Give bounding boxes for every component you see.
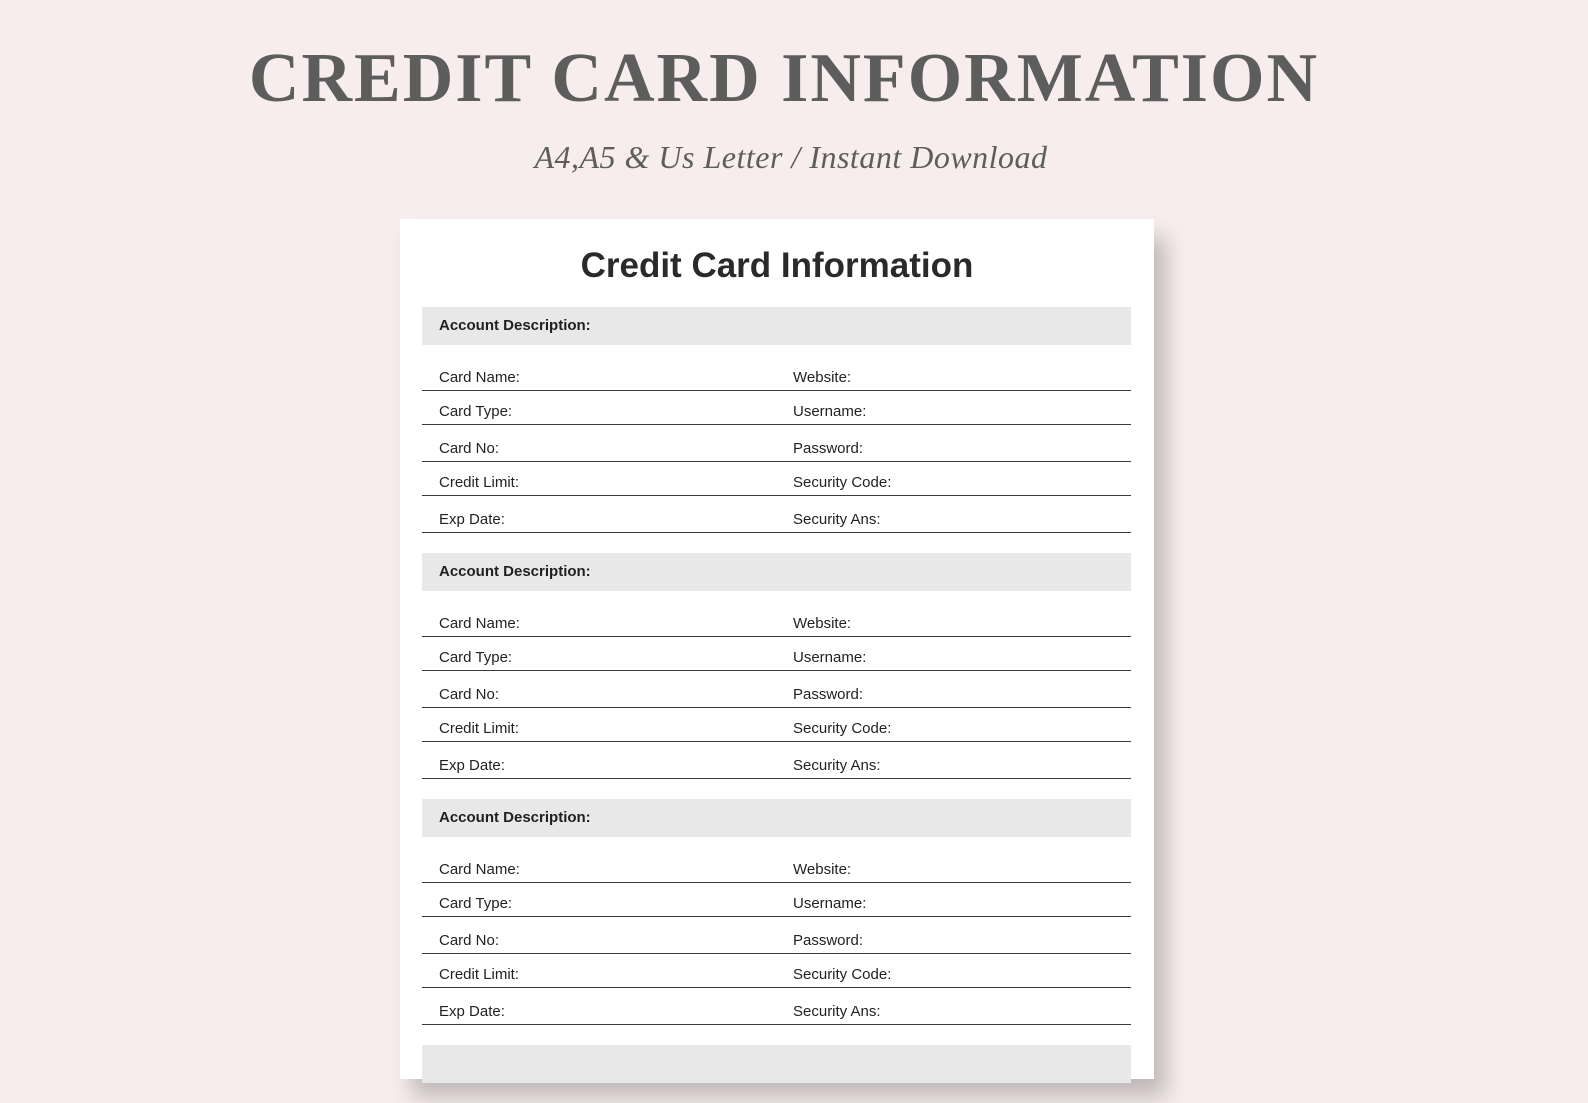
field-label-right: Security Ans:	[793, 1003, 881, 1020]
field-label-right: Security Ans:	[793, 511, 881, 528]
field-label-right: Password:	[793, 932, 864, 949]
field-label-left: Exp Date:	[439, 757, 505, 774]
account-section	[422, 307, 1131, 533]
field-row[interactable]	[422, 637, 1131, 671]
field-row[interactable]	[422, 988, 1131, 1025]
field-row[interactable]	[422, 742, 1131, 779]
field-label-right: Password:	[793, 440, 864, 457]
banner-title: CREDIT CARD INFORMATION	[248, 40, 1320, 117]
account-description-label: Account Description:	[439, 809, 591, 826]
field-label-left: Card No:	[439, 440, 500, 457]
field-label-right: Website:	[793, 861, 852, 878]
field-label-right: Security Code:	[793, 720, 892, 737]
field-label-right: Username:	[793, 649, 867, 666]
field-label-left: Card Name:	[439, 615, 520, 632]
field-row[interactable]	[422, 917, 1131, 954]
field-label-right: Username:	[793, 895, 867, 912]
field-row[interactable]	[422, 671, 1131, 708]
field-row[interactable]	[422, 849, 1131, 883]
banner-subtitle: A4,A5 & Us Letter / Instant Download	[534, 139, 1048, 175]
account-description-header	[422, 553, 1131, 591]
account-section	[422, 1045, 1131, 1083]
field-label-right: Security Code:	[793, 474, 892, 491]
field-label-left: Card Type:	[439, 649, 513, 666]
field-label-right: Password:	[793, 686, 864, 703]
field-rows	[422, 591, 1131, 779]
account-description-header	[422, 307, 1131, 345]
field-label-right: Website:	[793, 615, 852, 632]
field-label-right: Website:	[793, 369, 852, 386]
sheet-title: Credit Card Information	[580, 246, 974, 285]
field-rows	[422, 345, 1131, 533]
field-label-left: Credit Limit:	[439, 474, 520, 491]
field-row[interactable]	[422, 883, 1131, 917]
field-label-right: Security Code:	[793, 966, 892, 983]
field-row[interactable]	[422, 425, 1131, 462]
field-label-left: Card Type:	[439, 895, 513, 912]
field-row[interactable]	[422, 603, 1131, 637]
field-label-left: Credit Limit:	[439, 720, 520, 737]
field-label-left: Card Name:	[439, 369, 520, 386]
field-label-right: Username:	[793, 403, 867, 420]
field-row[interactable]	[422, 357, 1131, 391]
field-row[interactable]	[422, 954, 1131, 988]
form-sections	[422, 307, 1131, 1103]
field-label-right: Security Ans:	[793, 757, 881, 774]
account-description-label: Account Description:	[439, 317, 591, 334]
account-description-header	[422, 1045, 1131, 1083]
field-row[interactable]	[422, 391, 1131, 425]
field-row[interactable]	[422, 462, 1131, 496]
field-label-left: Card No:	[439, 932, 500, 949]
account-description-label: Account Description:	[439, 563, 591, 580]
account-section	[422, 799, 1131, 1025]
field-label-left: Exp Date:	[439, 511, 505, 528]
field-label-left: Exp Date:	[439, 1003, 505, 1020]
form-sheet	[400, 219, 1154, 1079]
account-section	[422, 553, 1131, 779]
account-description-header	[422, 799, 1131, 837]
field-label-left: Card Type:	[439, 403, 513, 420]
field-rows	[422, 837, 1131, 1025]
field-label-left: Card No:	[439, 686, 500, 703]
field-row[interactable]	[422, 708, 1131, 742]
field-label-left: Card Name:	[439, 861, 520, 878]
field-row[interactable]	[422, 496, 1131, 533]
field-label-left: Credit Limit:	[439, 966, 520, 983]
